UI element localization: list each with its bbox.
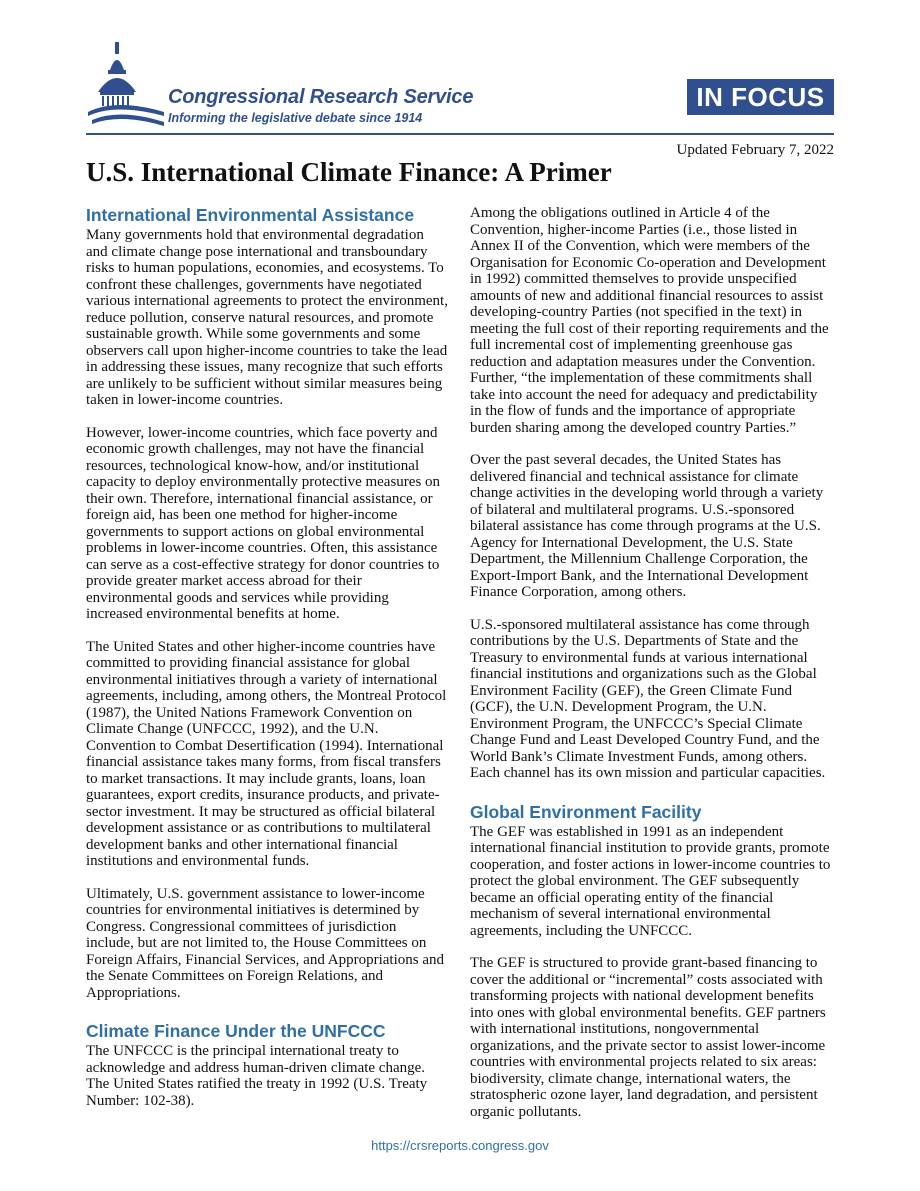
section-heading: Global Environment Facility [470,801,702,822]
paragraph: The United States and other higher-income countries have committed to providing financial assistance for global environmental initiatives through a variety of international agreements, including, among others, the Montreal Protocol (1987), the United Nations Framework Convention on Climate Change (UNFCCC, 1992), and the U.N. Convention to Combat Desertification (1994). International financial assistance takes many forms, from fiscal transfers to market transactions. It may include grants, loans, loan guarantees, export credits, insurance products, and private-sector investment. It may be structured as official bilateral development assistance or as contributions to multilateral development banks and other international financial institutions and environmental funds. [86,638,447,869]
paragraph: However, lower-income countries, which face poverty and economic growth challenges, may not have the financial resources, technological know-how, and/or institutional capacity to deploy environmentally protective measures on their own. Therefore, international financial assistance, or foreign aid, has been one method for higher-income governments to support actions on global environmental problems in lower-income countries. Often, this assistance can serve as a cost-effective strategy for donor countries to provide greater market access abroad for their environmental goods and services while providing increased environmental benefits at home. [86,424,441,622]
brand-block [168,86,473,125]
paragraph: Over the past several decades, the United States has delivered financial and technical assistance for climate change activities in the developing world through a variety of bilateral and multilateral programs. U.S.-sponsored bilateral assistance has come through programs at the U.S. Agency for International Development, the U.S. State Department, the Millennium Challenge Corporation, the Export-Import Bank, and the International Development Finance Corporation, among others. [470,452,824,600]
org-tagline: Informing the legislative debate since 1914 [168,111,423,125]
report-header [86,38,834,140]
section-heading: Climate Finance Under the UNFCCC [86,1021,386,1041]
left-column [86,205,448,1125]
paragraph: The GEF was established in 1991 as an independent international financial institution to provide grants, promote cooperation, and foster actions in lower-income countries to protect the global environment. The GEF subsequently became an official operating entity of the financial mechanism of several international environmental agreements, including the UNFCCC. [470,823,831,939]
header-rule [86,133,834,135]
right-column [470,205,832,1136]
paragraph: The UNFCCC is the principal international treaty to acknowledge and address human-driven climate change. The United States ratified the treaty in 1992 (U.S. Treaty Number: 102-38). [86,1043,428,1109]
in-focus-badge: IN FOCUS [687,79,834,115]
updated-date: Updated February 7, 2022 [676,142,834,158]
paragraph: U.S.-sponsored multilateral assistance has come through contributions by the U.S. Departments of State and the Treasury to environmental funds at various international financial institutions and organizations such as the Global Environment Facility (GEF), the Green Climate Fund (GCF), the U.N. Development Program, the U.N. Environment Program, the UNFCCC’s Special Climate Change Fund and Least Developed Country Fund, and the World Bank’s Climate Investment Funds, among others. Each channel has its own mission and particular capacities. [470,616,826,781]
paragraph: Many governments hold that environmental degradation and climate change pose international and transboundary risks to human populations, economies, and ecosystems. To confront these challenges, governments have negotiated various international agreements to protect the environment, reduce pollution, conserve natural resources, and promote sustainable growth. While some governments and some observers call upon higher-income countries to take the lead in addressing these issues, many recognize that such efforts are unlikely to be sufficient without similar measures being taken in lower-income countries. [86,227,448,408]
org-name: Congressional Research Service [168,86,474,108]
page-title: U.S. International Climate Finance: A Primer [86,157,612,187]
paragraph: Ultimately, U.S. government assistance to lower-income countries for environmental initiatives is determined by Congress. Congressional committees of jurisdiction include, but are not limited to, the House Committees on Foreign Affairs, Financial Services, and Appropriations and the Senate Committees on Foreign Relations, and Appropriations. [86,885,444,1001]
paragraph: Among the obligations outlined in Article 4 of the Convention, higher-income Parties (i.e., those listed in Annex II of the Convention, which were members of the Organisation for Economic Co-operation and Development in 1992) committed themselves to provide unspecified amounts of new and additional financial resources to assist developing-country Parties (not specified in the text) in meeting the full cost of their reporting requirements and the full incremental cost of implementing greenhouse gas reduction and adaptation measures under the Convention. Further, “the implementation of these commitments shall take into account the need for adequacy and predictability in the flow of funds and the importance of appropriate burden sharing among the developed country Parties.” [470,205,829,436]
section-heading: International Environmental Assistance [86,205,415,225]
footer-link[interactable]: https://crsreports.congress.gov [371,1138,549,1153]
capitol-dome-icon [86,40,166,130]
paragraph: The GEF is structured to provide grant-based financing to cover the additional or “incremental” costs associated with transforming projects with national development benefits into ones with global environmental benefits. GEF partners with international institutions, nongovernmental organizations, and the private sector to assist lower-income countries with environmental projects related to six areas: biodiversity, climate change, international waters, the stratospheric ozone layer, land degradation, and persistent organic pollutants. [470,955,826,1120]
